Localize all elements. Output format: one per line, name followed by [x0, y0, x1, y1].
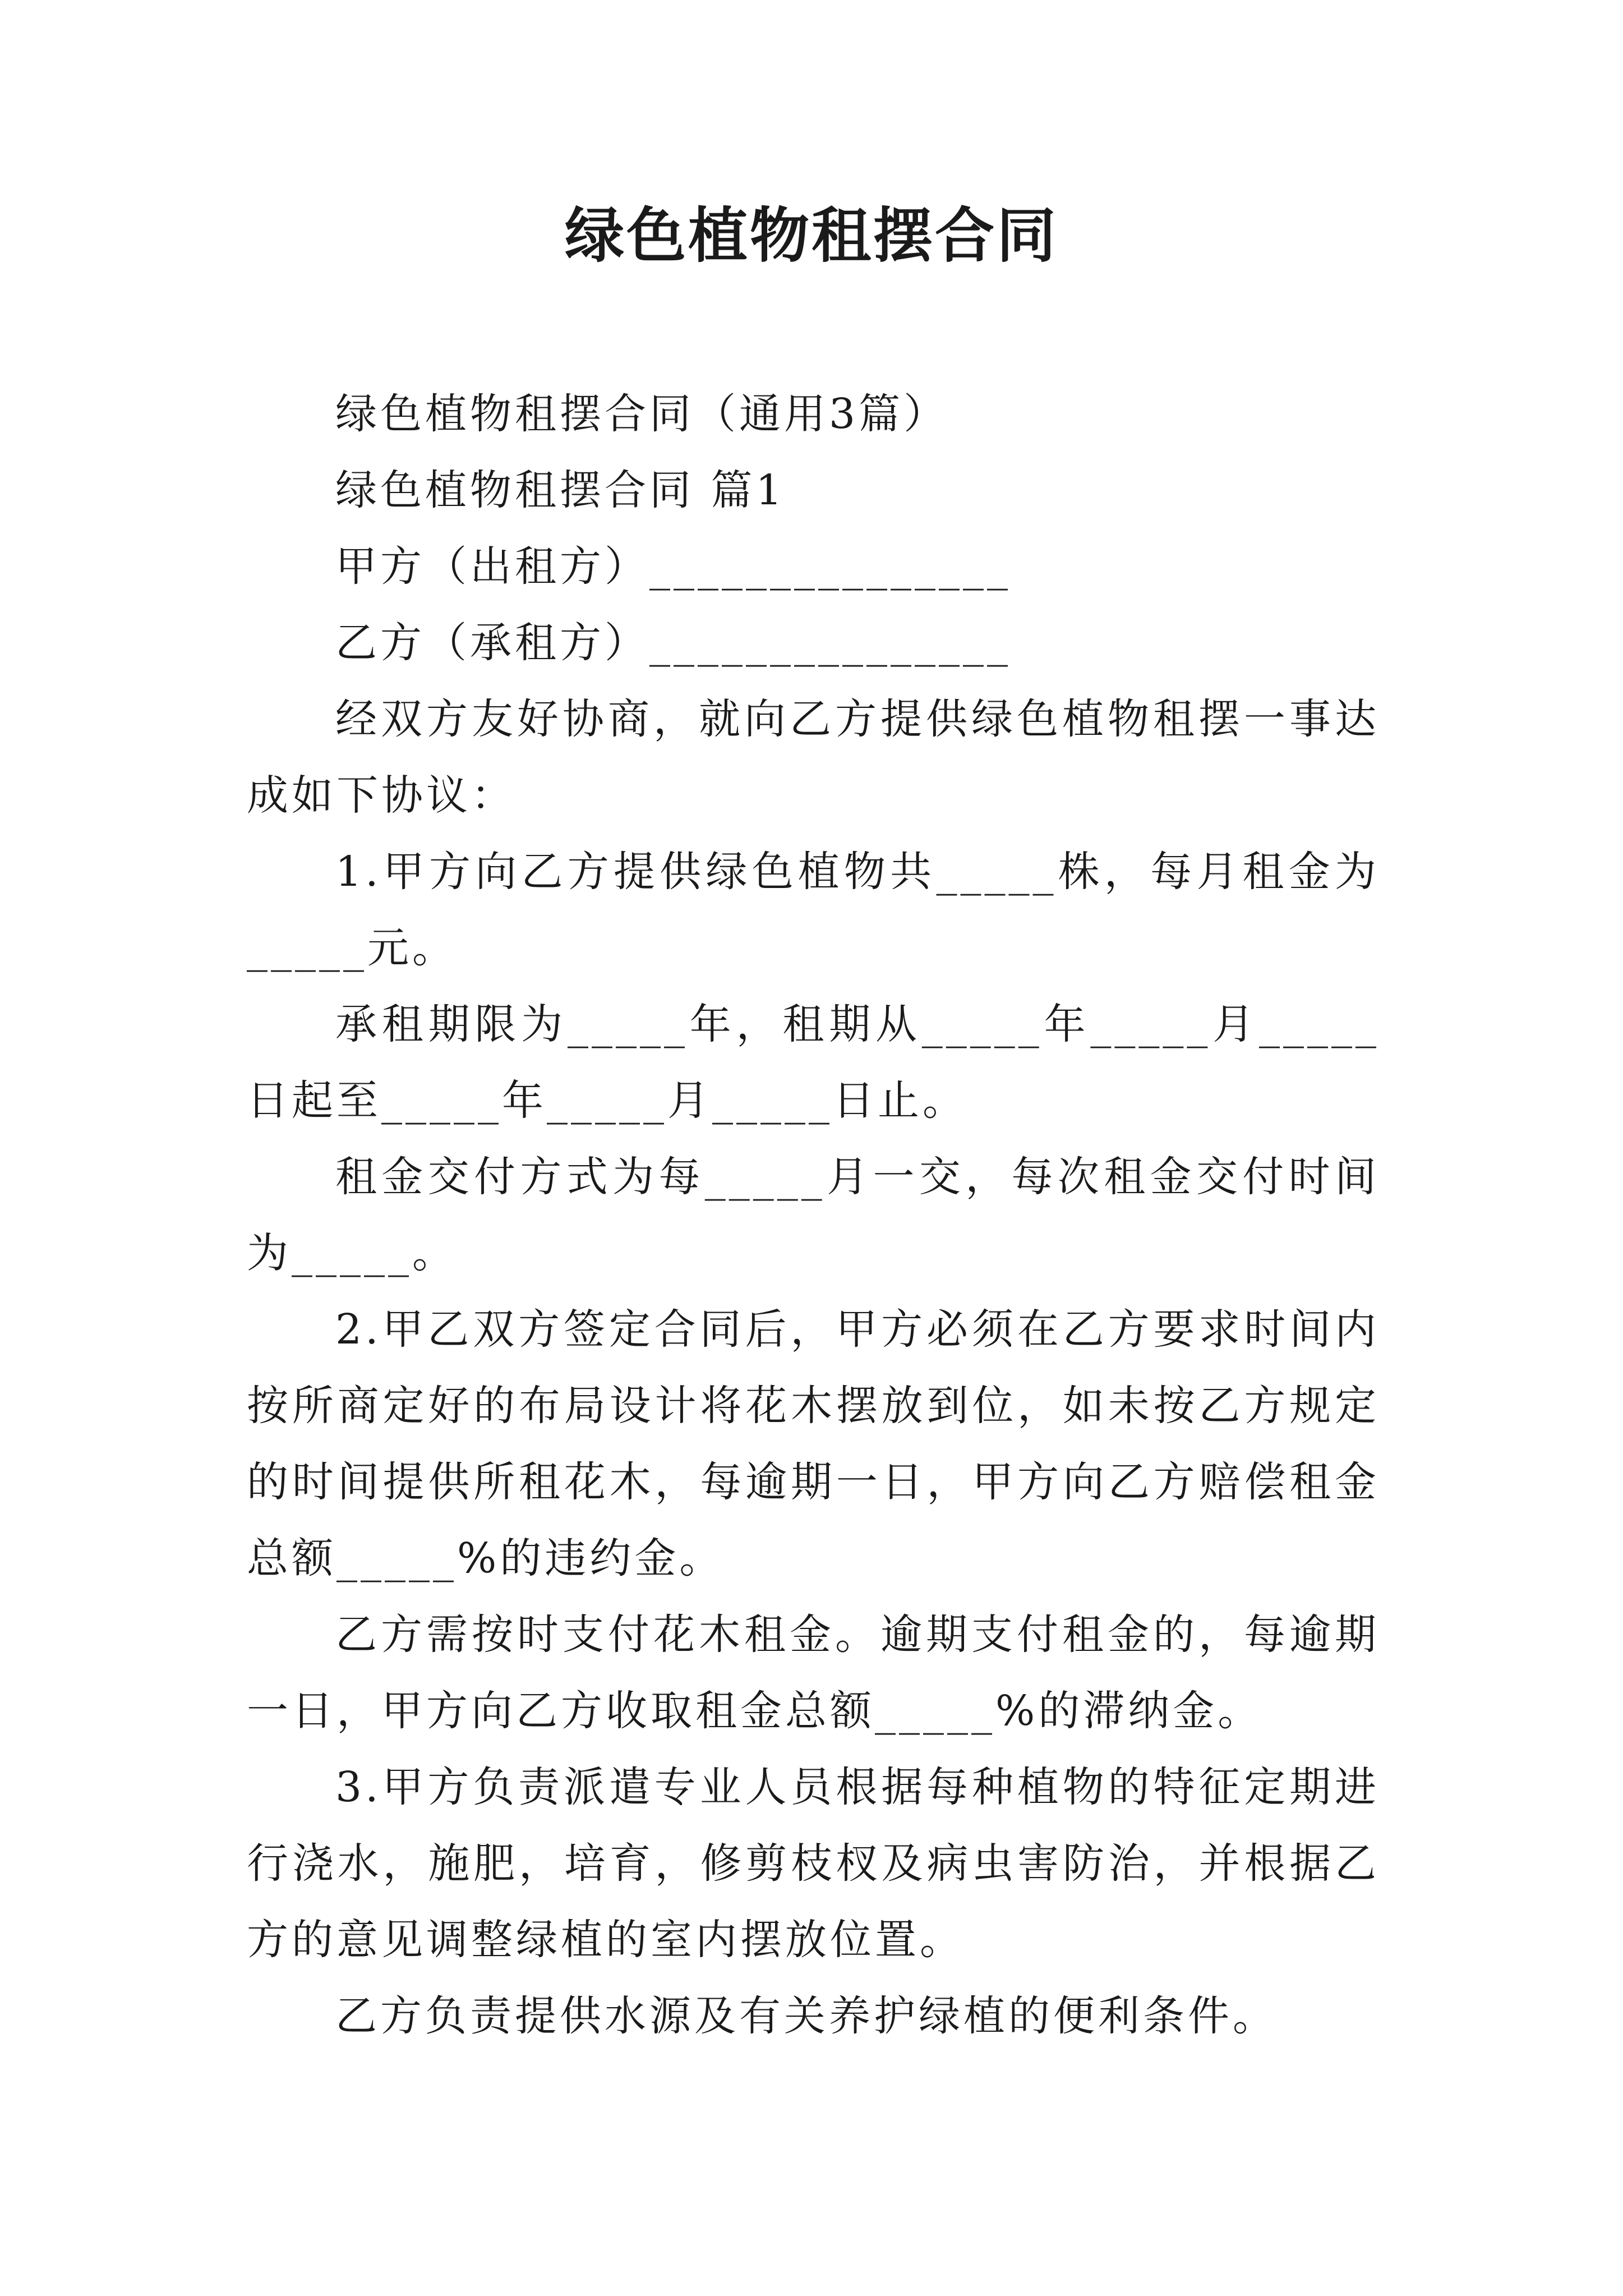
clause-1-paragraph: 1.甲方向乙方提供绿色植物共_____株，每月租金为_____元。	[247, 848, 1380, 972]
payment-method-paragraph: 租金交付方式为每_____月一交，每次租金交付时间为_____。	[247, 1153, 1380, 1277]
party-b-line: 乙方（承租方）_______________	[335, 619, 1011, 667]
subtitle-paragraph: 绿色植物租摆合同（通用3篇）	[335, 390, 949, 438]
document-body	[247, 376, 1380, 2054]
section-heading: 绿色植物租摆合同 篇1	[335, 466, 786, 514]
party-a-line: 甲方（出租方）_______________	[335, 542, 1011, 591]
water-supply-paragraph: 乙方负责提供水源及有关养护绿植的便利条件。	[335, 1992, 1278, 2040]
lease-term-paragraph: 承租期限为_____年，租期从_____年_____月_____日起至_____年_____月_____日止。	[247, 1000, 1380, 1125]
document-title: 绿色植物租摆合同	[565, 200, 1058, 270]
late-payment-paragraph: 乙方需按时支付花木租金。逾期支付租金的，每逾期一日，甲方向乙方收取租金总额_____%的滞纳金。	[247, 1611, 1380, 1735]
clause-2-paragraph: 2.甲乙双方签定合同后，甲方必须在乙方要求时间内按所商定好的布局设计将花木摆放到位，如未按乙方规定的时间提供所租花木，每逾期一日，甲方向乙方赔偿租金总额_____%的违约金。	[247, 1305, 1380, 1582]
intro-paragraph: 经双方友好协商，就向乙方提供绿色植物租摆一事达成如下协议：	[247, 695, 1380, 820]
clause-3-paragraph: 3.甲方负责派遣专业人员根据每种植物的特征定期进行浇水，施肥，培育，修剪枝杈及病虫害防治，并根据乙方的意见调整绿植的室内摆放位置。	[247, 1763, 1380, 1964]
